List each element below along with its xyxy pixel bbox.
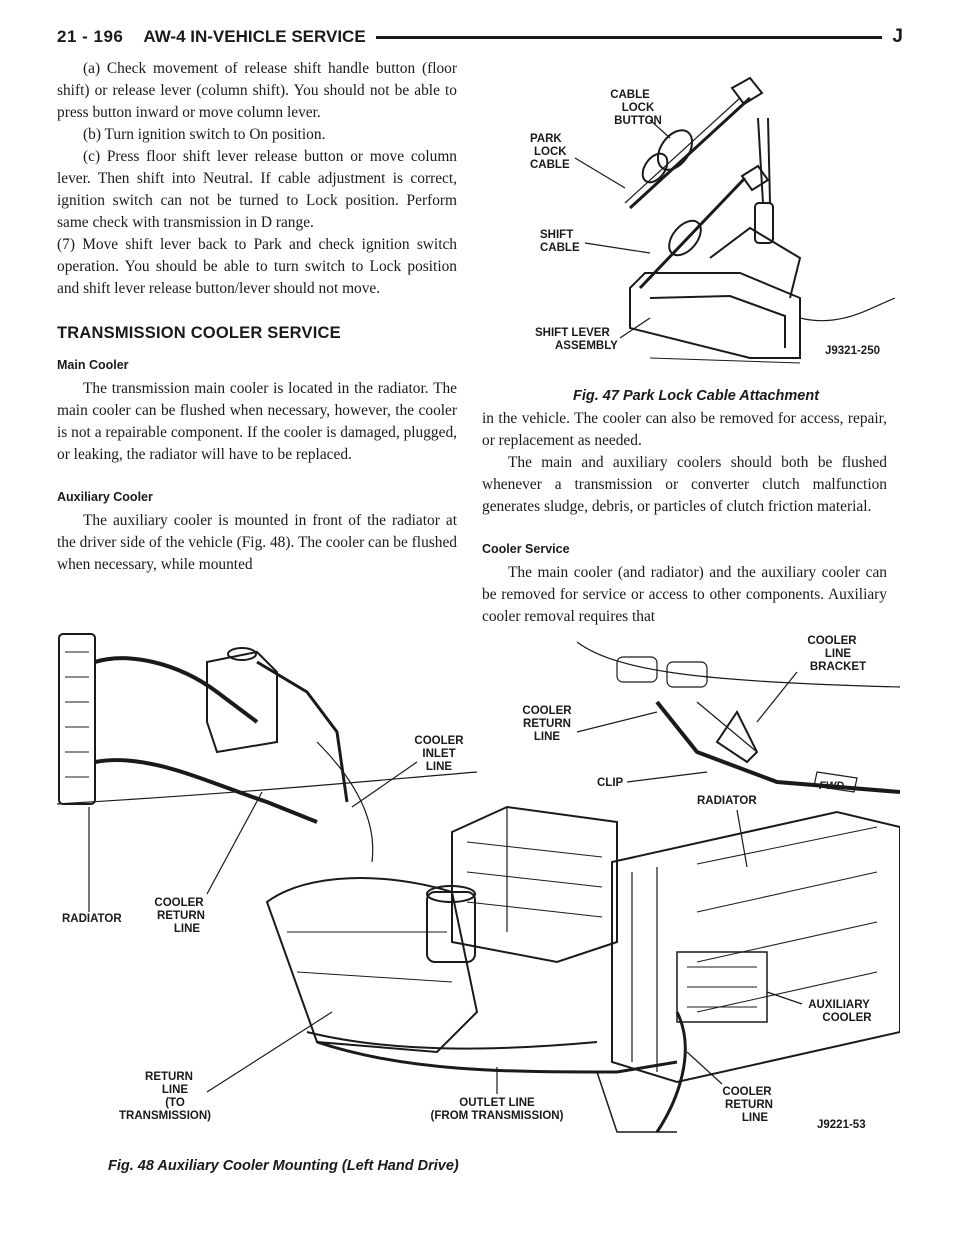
step-a-text: (a) Check movement of release shift handle button (floor shift) or release lever (column shift). You should not be able to press button inward or move column lever.: [57, 60, 457, 121]
label-return-bottom-2: RETURN: [725, 1099, 773, 1111]
label-outlet-2: (FROM TRANSMISSION): [430, 1110, 564, 1122]
label-line-bracket-1: COOLER: [807, 635, 857, 647]
label-return-left-3: LINE: [173, 923, 201, 935]
label-inlet-3: LINE: [425, 761, 453, 773]
label-park-lock-3: CABLE: [530, 159, 570, 171]
label-return-top-1: COOLER: [522, 705, 572, 717]
label-return-left-2: RETURN: [157, 910, 205, 922]
page-number: 21 - 196: [57, 27, 124, 46]
leader-radiator-right: [737, 810, 747, 867]
cooler-service-heading: Cooler Service: [482, 542, 570, 556]
figure-47-illustration: [500, 58, 900, 368]
shifter-drawing: [625, 78, 895, 363]
leader-park-lock: [575, 158, 625, 188]
label-outlet-1: OUTLET LINE: [459, 1097, 535, 1109]
figure-47-code: J9321-250: [825, 345, 880, 357]
aux-cooler-continued-text: in the vehicle. The cooler can also be removed for access, repair, or replacement as needed.: [482, 410, 887, 449]
label-line-bracket-2: LINE: [824, 648, 852, 660]
leader-shift-lever: [620, 318, 650, 338]
leader-shift-cable: [585, 243, 650, 253]
page-header: [57, 22, 903, 52]
step-b-text: (b) Turn ignition switch to On position.: [83, 126, 326, 143]
cooler-drawing: [57, 634, 900, 1132]
label-return-line-2: LINE: [161, 1084, 189, 1096]
label-fwd: FWD: [819, 780, 845, 792]
vehicle-letter: J: [892, 26, 903, 47]
label-return-bottom-3: LINE: [741, 1112, 769, 1124]
label-cable-lock-1: CABLE: [610, 89, 650, 101]
step-c-text: (c) Press floor shift lever release button or move column lever. Then shift into Neutral. If cable adjustment is correct, ignition switch can not be turned to Lock position. Perform same check with transmission in D range.: [57, 148, 457, 231]
label-radiator-left: RADIATOR: [62, 913, 122, 925]
text-column-left: [57, 58, 457, 576]
label-park-lock-1: PARK: [530, 133, 562, 145]
aux-cooler-heading: Auxiliary Cooler: [57, 490, 153, 504]
label-return-line-3: (TO: [165, 1097, 185, 1109]
label-shift-cable-2: CABLE: [540, 242, 580, 254]
label-park-lock-2: LOCK: [534, 146, 567, 158]
cooler-service-text: The main cooler (and radiator) and the auxiliary cooler can be removed for service or access to other components. Auxiliary cooler removal requires that: [482, 564, 887, 625]
step-7-text: (7) Move shift lever back to Park and check ignition switch operation. You should be able to turn switch to Lock position and shift lever release button/lever should not move.: [57, 236, 457, 297]
label-return-left-1: COOLER: [154, 897, 204, 909]
main-cooler-heading: Main Cooler: [57, 358, 129, 372]
label-cable-lock-2: LOCK: [621, 102, 655, 114]
figure-48-illustration: [57, 632, 900, 1154]
label-return-top-2: RETURN: [523, 718, 571, 730]
label-line-bracket-3: BRACKET: [809, 661, 867, 673]
section-heading: TRANSMISSION COOLER SERVICE: [57, 324, 341, 342]
label-return-line-1: RETURN: [145, 1071, 193, 1083]
label-return-top-3: LINE: [533, 731, 561, 743]
label-aux-cooler-1: AUXILIARY: [808, 999, 870, 1011]
label-radiator-right: RADIATOR: [697, 795, 757, 807]
leader-inlet: [352, 762, 417, 807]
label-shift-lever-2: ASSEMBLY: [555, 340, 618, 352]
label-inlet-2: INLET: [422, 748, 456, 760]
label-return-line-4: TRANSMISSION): [119, 1110, 211, 1122]
header-rule: [376, 36, 883, 39]
aux-cooler-text: The auxiliary cooler is mounted in front of the radiator at the driver side of the vehicle (Fig. 48). The cooler can be flushed when necessary, while mounted: [57, 512, 457, 573]
figure-47-caption: Fig. 47 Park Lock Cable Attachment: [573, 388, 820, 404]
label-aux-cooler-2: COOLER: [822, 1012, 872, 1024]
leader-clip: [627, 772, 707, 782]
both-coolers-text: The main and auxiliary coolers should both be flushed whenever a transmission or converter clutch malfunction generates sludge, debris, or particles of clutch friction material.: [482, 454, 887, 515]
text-column-right: [482, 408, 887, 628]
leader-return-top: [577, 712, 657, 732]
label-clip: CLIP: [597, 777, 624, 789]
leader-return-left: [207, 792, 262, 894]
label-shift-cable-1: SHIFT: [540, 229, 574, 241]
label-inlet-1: COOLER: [414, 735, 464, 747]
label-shift-lever-1: SHIFT LEVER: [535, 327, 610, 339]
figure-48-callouts: [62, 635, 872, 1131]
leader-aux-cooler: [767, 992, 802, 1004]
main-cooler-text: The transmission main cooler is located in the radiator. The main cooler can be flushed when necessary, however, the cooler is not a repairable component. If the cooler is damaged, plugged, or leaking, the radiator will have to be replaced.: [57, 380, 457, 463]
label-cable-lock-3: BUTTON: [614, 115, 662, 127]
label-return-bottom-1: COOLER: [722, 1086, 772, 1098]
figure-48-caption: Fig. 48 Auxiliary Cooler Mounting (Left Hand Drive): [108, 1158, 459, 1174]
section-title: AW-4 IN-VEHICLE SERVICE: [143, 27, 366, 46]
figure-48-code: J9221-53: [817, 1119, 866, 1131]
leader-return-line: [207, 1012, 332, 1092]
leader-line-bracket: [757, 672, 797, 722]
